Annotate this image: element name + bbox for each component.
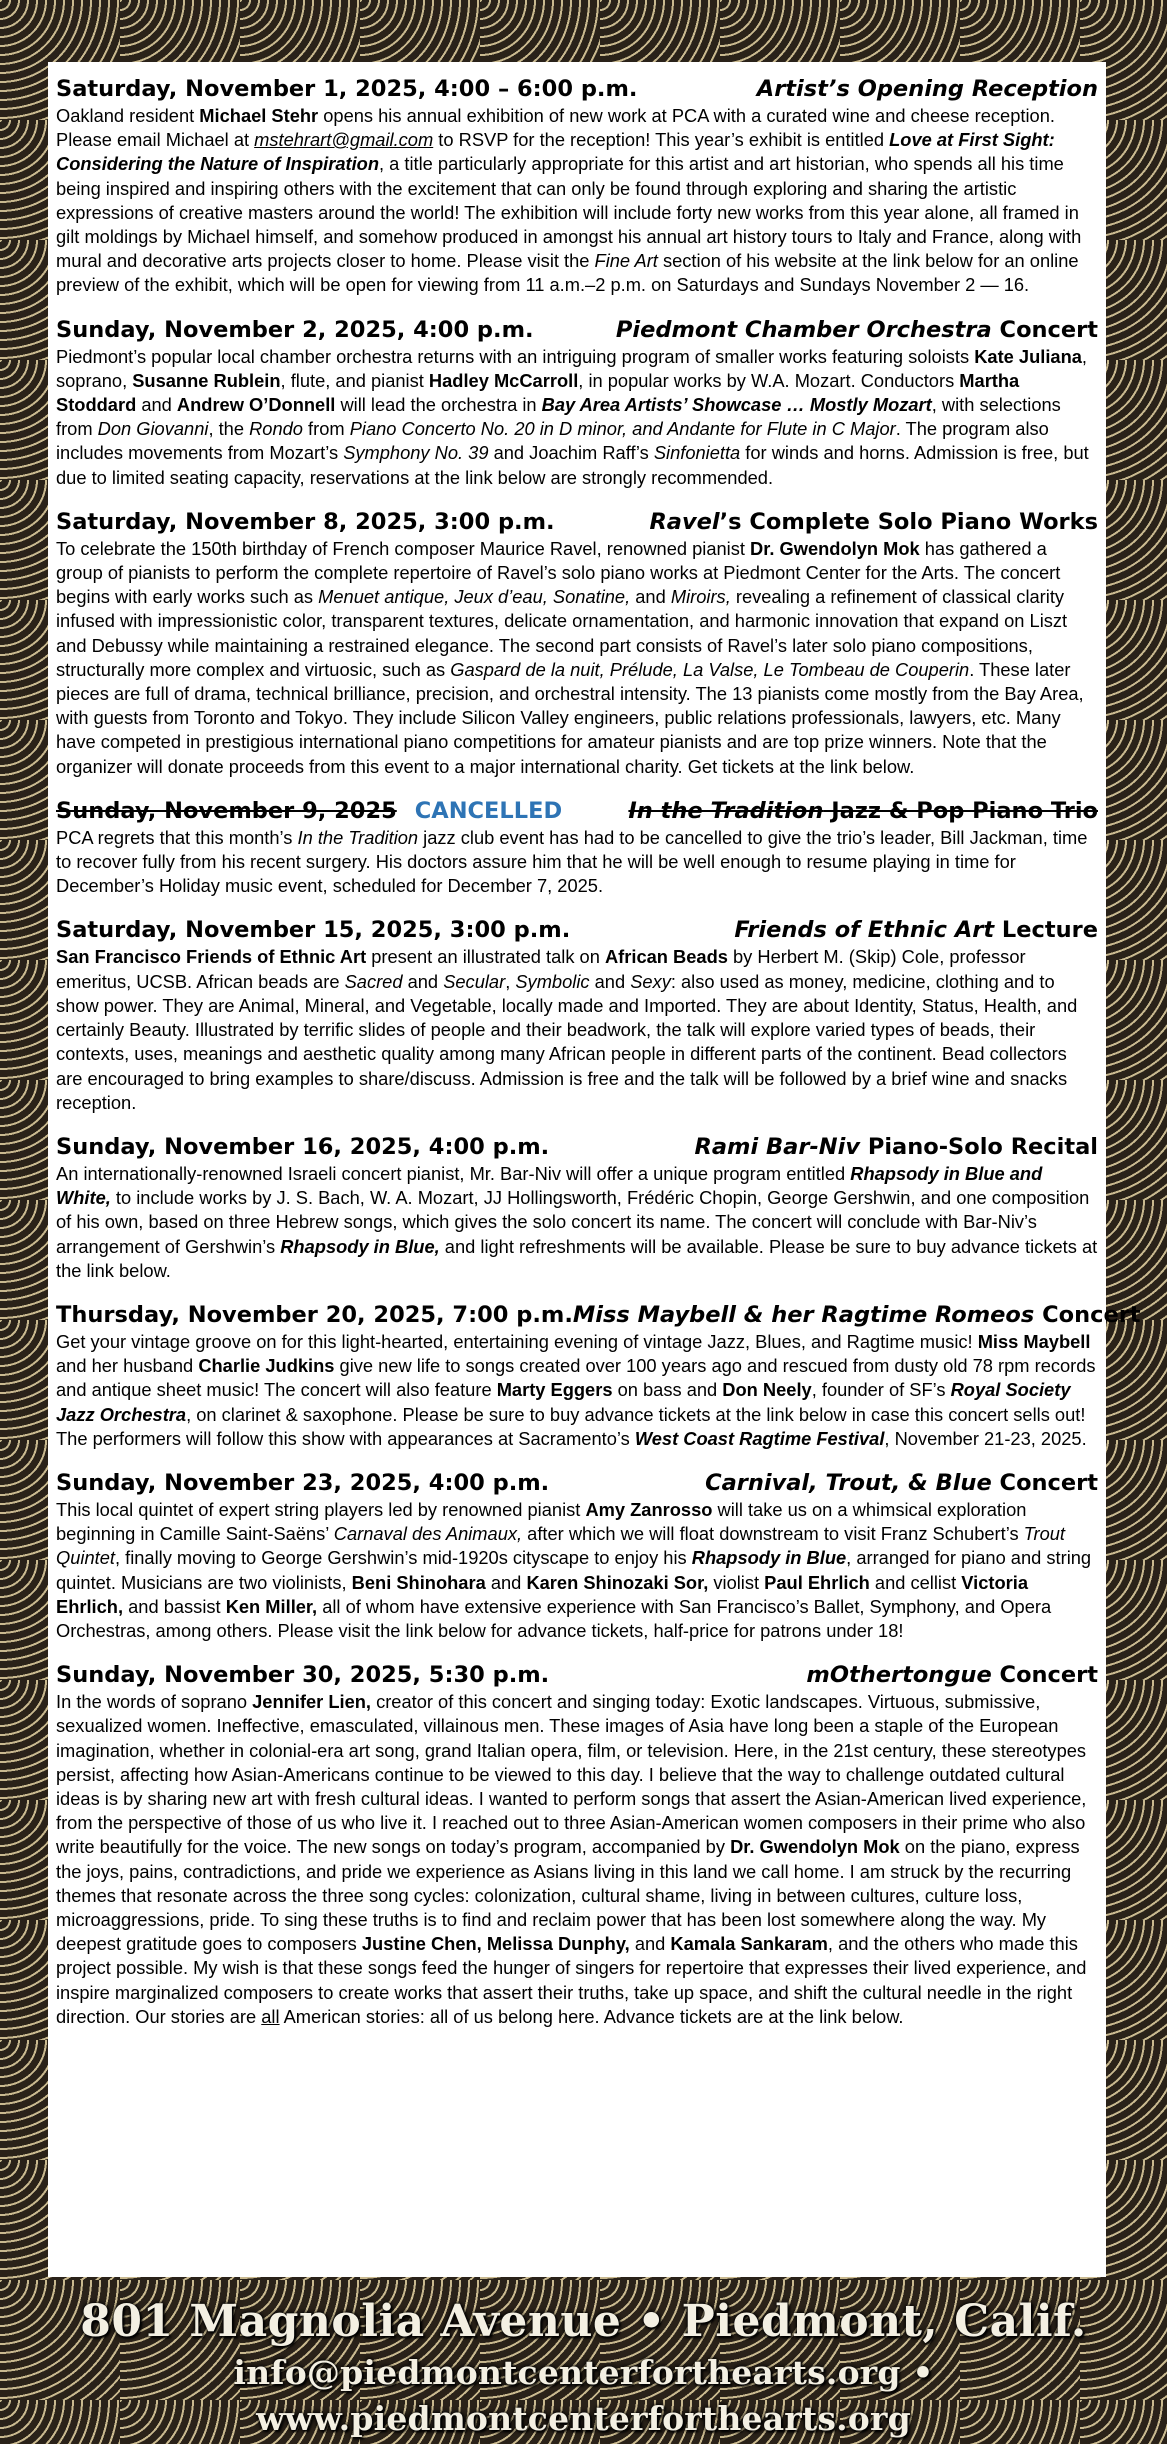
description-text: To celebrate the 150th birthday of French composer Maurice Ravel, renowned pianist	[56, 537, 751, 559]
description-text: San Francisco Friends of Ethnic Art	[56, 946, 367, 968]
description-text: An internationally-renowned Israeli concert pianist, Mr. Bar-Niv will offer a unique program entitled	[56, 1162, 851, 1184]
description-text: Love at First Sight: Considering the Nature of Inspiration	[56, 129, 1055, 175]
event-title-emphasis: Friends of Ethnic Art	[734, 917, 995, 944]
footer-address: 801 Magnolia Avenue • Piedmont, Calif.	[80, 2296, 1087, 2347]
description-text: by Herbert M. (Skip) Cole, professor emeritus, UCSB. African beads are	[56, 946, 1026, 992]
event-title-rest: Jazz & Pop Piano Trio	[823, 797, 1098, 824]
event-header	[56, 1468, 1098, 1498]
description-text: and bassist	[123, 1595, 226, 1617]
description-text: , in popular works by W.A. Mozart. Conductors	[578, 369, 960, 391]
description-text: and	[629, 1933, 671, 1955]
description-text: Bay Area Artists’ Showcase … Mostly Mozart	[541, 394, 932, 416]
description-text: Michael Stehr	[199, 105, 319, 126]
event-description	[56, 826, 1098, 899]
description-text: , with selections from	[56, 394, 1061, 440]
description-text: Victoria Ehrlich,	[56, 1571, 1029, 1617]
event-date	[56, 915, 570, 945]
description-text: Don Neely	[722, 1379, 812, 1401]
event-header	[56, 74, 1098, 104]
description-text: and	[136, 394, 177, 416]
description-text: , the	[208, 418, 250, 440]
event-title-emphasis: Rami Bar-Niv	[694, 1133, 860, 1160]
description-text: , a title particularly appropriate for this artist and art historian, who spends all his time being inspired and inspiring others with the excitement that can only be found through exploring and sharing the artistic expressions of creative masters around the world! The exhibition will include forty new works from this year alone, all framed in gilt moldings by Michael himself, and somehow produced in amongst his annual art history tours to Italy and France, along with mural and decorative arts projects closer to home. Please visit the	[56, 153, 1082, 272]
description-text: jazz club event has had to be cancelled to give the trio’s leader, Bill Jackman, time to recover fully from his recent surgery. His doctors assure him that he will be well enough to resume playing in time for December’s Holiday music event, scheduled for December 7, 2025.	[56, 826, 1088, 897]
description-text: and cellist	[869, 1571, 962, 1593]
description-text: all of whom have extensive experience with San Francisco’s Ballet, Symphony, and Opera Orchestras, among others. Please visit the link below for advance tickets, half-price for patrons under 18!	[56, 1595, 1052, 1641]
event-3	[56, 507, 1098, 779]
description-text: American stories: all of us belong here. Advance tickets are at the link below.	[279, 2005, 904, 2027]
event-date	[56, 1660, 549, 1690]
description-text: after which we will float downstream to visit Franz Schubert’s	[522, 1523, 1024, 1545]
event-date-text: Thursday, November 20, 2025, 7:00 p.m.	[56, 1301, 573, 1328]
event-title	[695, 1132, 1098, 1162]
description-text: Symbolic	[515, 970, 590, 992]
description-text: Trout Quintet	[56, 1523, 1065, 1569]
footer	[0, 2284, 1167, 2444]
description-text: Justine Chen, Melissa Dunphy,	[361, 1933, 630, 1955]
description-text: Rhapsody in Blue,	[280, 1235, 440, 1257]
description-text: Carnaval des Animaux,	[333, 1523, 523, 1545]
event-description	[56, 104, 1098, 298]
event-description	[56, 345, 1098, 490]
description-text: Beni Shinohara	[351, 1571, 486, 1593]
description-text: and Joachim Raff’s	[488, 442, 654, 464]
description-text: will take us on a whimsical exploration beginning in Camille Saint-Saëns’	[56, 1498, 1027, 1545]
description-text: , arranged for piano and string quintet. Musicians are two violinists,	[56, 1547, 1092, 1593]
description-text: opens his annual exhibition of new work at PCA with a curated wine and cheese reception. Please email Michael at	[56, 105, 1055, 151]
event-title-rest: ’s Complete Solo Piano Works	[719, 508, 1098, 535]
description-text: Martha Stoddard	[56, 369, 1020, 416]
description-text: Dr. Gwendolyn Mok	[750, 537, 920, 559]
description-text: Hadley McCarroll	[428, 369, 579, 391]
event-date-text: Sunday, November 2, 2025, 4:00 p.m.	[56, 316, 534, 343]
event-date-text: Sunday, November 30, 2025, 5:30 p.m.	[56, 1662, 550, 1689]
event-7	[56, 1300, 1141, 1451]
description-text: on bass and	[612, 1379, 723, 1401]
footer-contact[interactable]: info@piedmontcenterforthearts.org • www.piedmontcenterforthearts.org	[233, 2353, 934, 2438]
description-text: African Beads	[604, 946, 728, 968]
event-title	[705, 1468, 1098, 1498]
description-text: and	[589, 970, 631, 992]
description-text: for winds and horns. Admission is free, but due to limited seating capacity, reservations at the link below are strongly recommended.	[56, 442, 1089, 488]
event-description	[56, 1162, 1098, 1283]
description-text: Karen Shinozaki Sor,	[526, 1571, 709, 1593]
description-text: Kate Juliana	[974, 345, 1082, 367]
event-title-emphasis: Miss Maybell & her Ragtime Romeos	[572, 1301, 1035, 1328]
description-text: This local quintet of expert string players led by renowned pianist	[56, 1498, 586, 1520]
description-text: Oakland resident	[56, 105, 200, 126]
event-title-emphasis: Piedmont Chamber Orchestra	[615, 316, 992, 343]
description-text: , finally moving to George Gershwin’s mid-1920s cityscape to enjoy his	[114, 1547, 692, 1569]
description-text: Miroirs,	[670, 586, 731, 608]
description-text: Miss Maybell	[977, 1330, 1091, 1352]
event-9	[56, 1660, 1098, 2029]
description-text: Gaspard de la nuit, Prélude, La Valse, Le Tombeau de Couperin	[450, 658, 970, 680]
description-text: Sexy	[630, 970, 671, 992]
description-text: violist	[708, 1571, 765, 1593]
event-description	[56, 1498, 1098, 1643]
description-text: Kamala Sankaram	[670, 1933, 828, 1955]
event-title	[757, 74, 1098, 104]
description-text: all	[261, 2005, 280, 2027]
email-link[interactable]: mstehrart@gmail.com	[254, 129, 434, 151]
description-text: Secular	[443, 970, 506, 992]
event-header	[56, 915, 1098, 945]
description-text: In the words of soprano	[56, 1691, 253, 1713]
event-date-text: Saturday, November 15, 2025, 3:00 p.m.	[56, 917, 571, 944]
description-text: Rhapsody in Blue	[691, 1547, 847, 1569]
description-text: to RSVP for the reception! This year’s exhibit is entitled	[433, 129, 890, 151]
event-title-rest: Concert	[1034, 1301, 1141, 1328]
event-date-text: Saturday, November 1, 2025, 4:00 – 6:00 p.m.	[56, 76, 638, 102]
description-text: creator of this concert and singing today: Exotic landscapes. Virtuous, submissive, sexualized women. Ineffective, emasculated, villainous men. These images of Asia have long been a staple of the European imagination, whether in colonial-era art song, grand Italian opera, film, or television. Here, in the 21st century, these stereotypes persist, affecting how Asian-Americans continue to be viewed to this day. I believe that the way to challenge outdated cultural ideas is by sharing new art with fresh cultural ideas. I wanted to perform songs that assert the Asian-American lived experience, from the perspective of those of us who live it. I reached out to three Asian-American women composers in their prime who also write beautifully for the voice. The new songs on today’s program, accompanied by	[56, 1691, 1087, 1858]
description-text: Marty Eggers	[496, 1379, 613, 1401]
description-text: revealing a refinement of classical clarity infused with impressionistic color, transparent textures, delicate ornamentation, and harmonic innovation that expand on Liszt and Debussy while maintaining a restrained elegance. The second part consists of Ravel’s later solo piano compositions, structurally more complex and virtuosic, such as	[56, 586, 1068, 680]
description-text: section of his website at the link below for an online preview of the exhibit, which will be open for viewing from 11 a.m.–2 p.m. on Saturdays and Sundays November 2 — 16.	[56, 250, 1079, 296]
description-text: , on clarinet & saxophone. Please be sure to buy advance tickets at the link below in case this concert sells out! The performers will follow this show with appearances at Sacramento’s	[56, 1403, 1086, 1449]
description-text: Andrew O’Donnell	[176, 394, 336, 416]
event-title	[649, 507, 1098, 537]
event-date	[56, 315, 534, 345]
description-text: PCA regrets that this month’s	[56, 826, 298, 848]
description-text: present an illustrated talk on	[366, 946, 605, 968]
description-text: Sinfonietta	[653, 442, 741, 464]
event-header	[56, 1132, 1098, 1162]
event-description	[56, 1330, 1098, 1451]
description-text: Piano Concerto No. 20 in D minor, and Andante for Flute in C Major	[349, 418, 896, 440]
event-date	[56, 1468, 549, 1498]
description-text: Ken Miller,	[225, 1595, 318, 1617]
description-text: Rhapsody in Blue and White,	[56, 1162, 1043, 1209]
description-text: : also used as money, medicine, clothing and to show power. They are Animal, Mineral, and Vegetable, locally made and Imported. They are about Identity, Status, Health, and certainly Beauty. Illustrated by terrific slides of people and their beadwork, the talk will explore varied types of beads, their contexts, uses, meanings and aesthetic quality among many African people in different parts of the continent. Bead collectors are encouraged to bring examples to share/discuss. Admission is free and the talk will be followed by a brief wine and snacks reception.	[56, 970, 1078, 1113]
event-title	[616, 315, 1098, 345]
description-text: . These later pieces are full of drama, technical brilliance, precision, and orchestral intensity. The 13 pianists come mostly from the Bay Area, with guests from Toronto and Tokyo. They include Silicon Valley engineers, public relations professionals, lawyers, etc. Many have competed in prestigious international piano competitions for amateur pianists and are top prize winners. Note that the organizer will donate proceeds from this event to a major international charity. Get tickets at the link below.	[56, 658, 1084, 777]
event-title-emphasis: mOthertongue	[806, 1662, 992, 1689]
event-title-rest: Concert	[991, 1469, 1098, 1496]
description-text: Susanne Rublein	[132, 369, 281, 391]
event-header	[56, 1660, 1098, 1690]
cancelled-badge: CANCELLED	[414, 797, 563, 824]
event-5	[56, 915, 1098, 1114]
event-title-emphasis: Carnival, Trout, & Blue	[705, 1469, 992, 1496]
event-title-emphasis: In the Tradition	[628, 797, 824, 824]
event-date-text: Sunday, November 16, 2025, 4:00 p.m.	[56, 1133, 550, 1160]
description-text: Amy Zanrosso	[585, 1498, 713, 1520]
description-text: , soprano,	[56, 345, 1088, 391]
description-text: Piedmont’s popular local chamber orchestra returns with an intriguing program of smaller works featuring soloists	[56, 345, 975, 367]
event-description	[56, 1690, 1098, 2029]
description-text: and	[402, 970, 444, 992]
event-date	[56, 796, 562, 826]
event-2	[56, 315, 1098, 490]
description-text: Royal Society Jazz Orchestra	[56, 1379, 1071, 1425]
description-text: Don Giovanni	[97, 418, 209, 440]
event-header	[56, 1300, 1141, 1330]
events-panel	[48, 62, 1141, 2277]
description-text: Jennifer Lien,	[252, 1691, 371, 1713]
event-1	[56, 74, 1098, 298]
event-date	[56, 507, 555, 537]
event-4	[56, 796, 1098, 899]
description-text: Dr. Gwendolyn Mok	[730, 1836, 900, 1858]
description-text: West Coast Ragtime Festival	[634, 1427, 885, 1449]
description-text: from	[302, 418, 350, 440]
description-text: and	[485, 1571, 527, 1593]
description-text: and light refreshments will be available. Please be sure to buy advance tickets at the link below.	[56, 1235, 1098, 1281]
description-text: on the piano, express the joys, pains, contradictions, and pride we experience as Asians living in this land we call home. I am struck by the recurring themes that resonate across the three song cycles: colonization, cultural shame, living in between cultures, culture loss, microaggressions, pride. To sing these truths is to find and reclaim power that has been lost somewhere along the way. My deepest gratitude goes to composers	[56, 1836, 1080, 1955]
event-6	[56, 1132, 1098, 1283]
description-text: Paul Ehrlich	[764, 1571, 870, 1593]
description-text: has gathered a group of pianists to perform the complete repertoire of Ravel’s solo piano works at Piedmont Center for the Arts. The concert begins with early works such as	[56, 537, 1061, 608]
description-text: Fine Art	[594, 250, 658, 272]
description-text: Sacred	[344, 970, 403, 992]
event-title-emphasis: Artist’s Opening Reception	[756, 76, 1098, 102]
event-header	[56, 315, 1098, 345]
description-text: , founder of SF’s	[811, 1379, 951, 1401]
description-text: In the Tradition	[297, 826, 419, 848]
event-description	[56, 945, 1098, 1114]
description-text: , November 21-23, 2025.	[884, 1427, 1087, 1449]
event-title	[573, 1300, 1141, 1330]
event-title-rest: Piano-Solo Recital	[860, 1133, 1098, 1160]
description-text: and her husband	[56, 1355, 199, 1377]
description-text: Menuet antique, Jeux d’eau, Sonatine,	[318, 586, 631, 608]
description-text: Charlie Judkins	[198, 1355, 335, 1377]
description-text: Get your vintage groove on for this light-hearted, entertaining evening of vintage Jazz, Blues, and Ragtime music!	[56, 1330, 978, 1352]
event-header	[56, 796, 1098, 826]
description-text: ,	[505, 970, 516, 992]
event-title-rest: Lecture	[994, 917, 1098, 944]
event-title	[628, 796, 1098, 826]
description-text: to include works by J. S. Bach, W. A. Mozart, JJ Hollingsworth, Frédéric Chopin, George Gershwin, and one composition of his own, based on three Hebrew songs, which gives the solo concert its name. The concert will conclude with Bar-Niv’s arrangement of Gershwin’s	[56, 1187, 1090, 1257]
event-header	[56, 507, 1098, 537]
event-date	[56, 1300, 573, 1330]
event-date-text: Sunday, November 9, 2025	[56, 797, 397, 824]
description-text: , and the others who made this project possible. My wish is that these songs feed the hunger of singers for repertoire that expresses their lived experience, and inspire marginalized composers to create works that assert their truths, take up space, and shift the cultural needle in the right direction. Our stories are	[56, 1933, 1087, 2027]
description-text: , flute, and pianist	[280, 369, 429, 391]
description-text: give new life to songs created over 100 years ago and rescued from dusty old 78 rpm records and antique sheet music! The concert will also feature	[56, 1355, 1096, 1401]
event-date-text: Saturday, November 8, 2025, 3:00 p.m.	[56, 508, 555, 535]
event-title-rest: Concert	[991, 1662, 1098, 1689]
description-text: . The program also includes movements from Mozart’s	[56, 418, 1049, 464]
event-title-rest: Concert	[991, 316, 1098, 343]
event-title	[734, 915, 1098, 945]
event-title-emphasis: Ravel	[649, 508, 720, 535]
event-8	[56, 1468, 1098, 1643]
description-text: Symphony No. 39	[343, 442, 489, 464]
event-date-text: Sunday, November 23, 2025, 4:00 p.m.	[56, 1469, 550, 1496]
description-text: and	[630, 586, 671, 608]
description-text: Rondo	[249, 418, 303, 440]
event-date	[56, 1132, 549, 1162]
description-text: will lead the orchestra in	[335, 394, 542, 416]
event-description	[56, 537, 1098, 779]
event-date	[56, 74, 637, 104]
event-title	[806, 1660, 1098, 1690]
